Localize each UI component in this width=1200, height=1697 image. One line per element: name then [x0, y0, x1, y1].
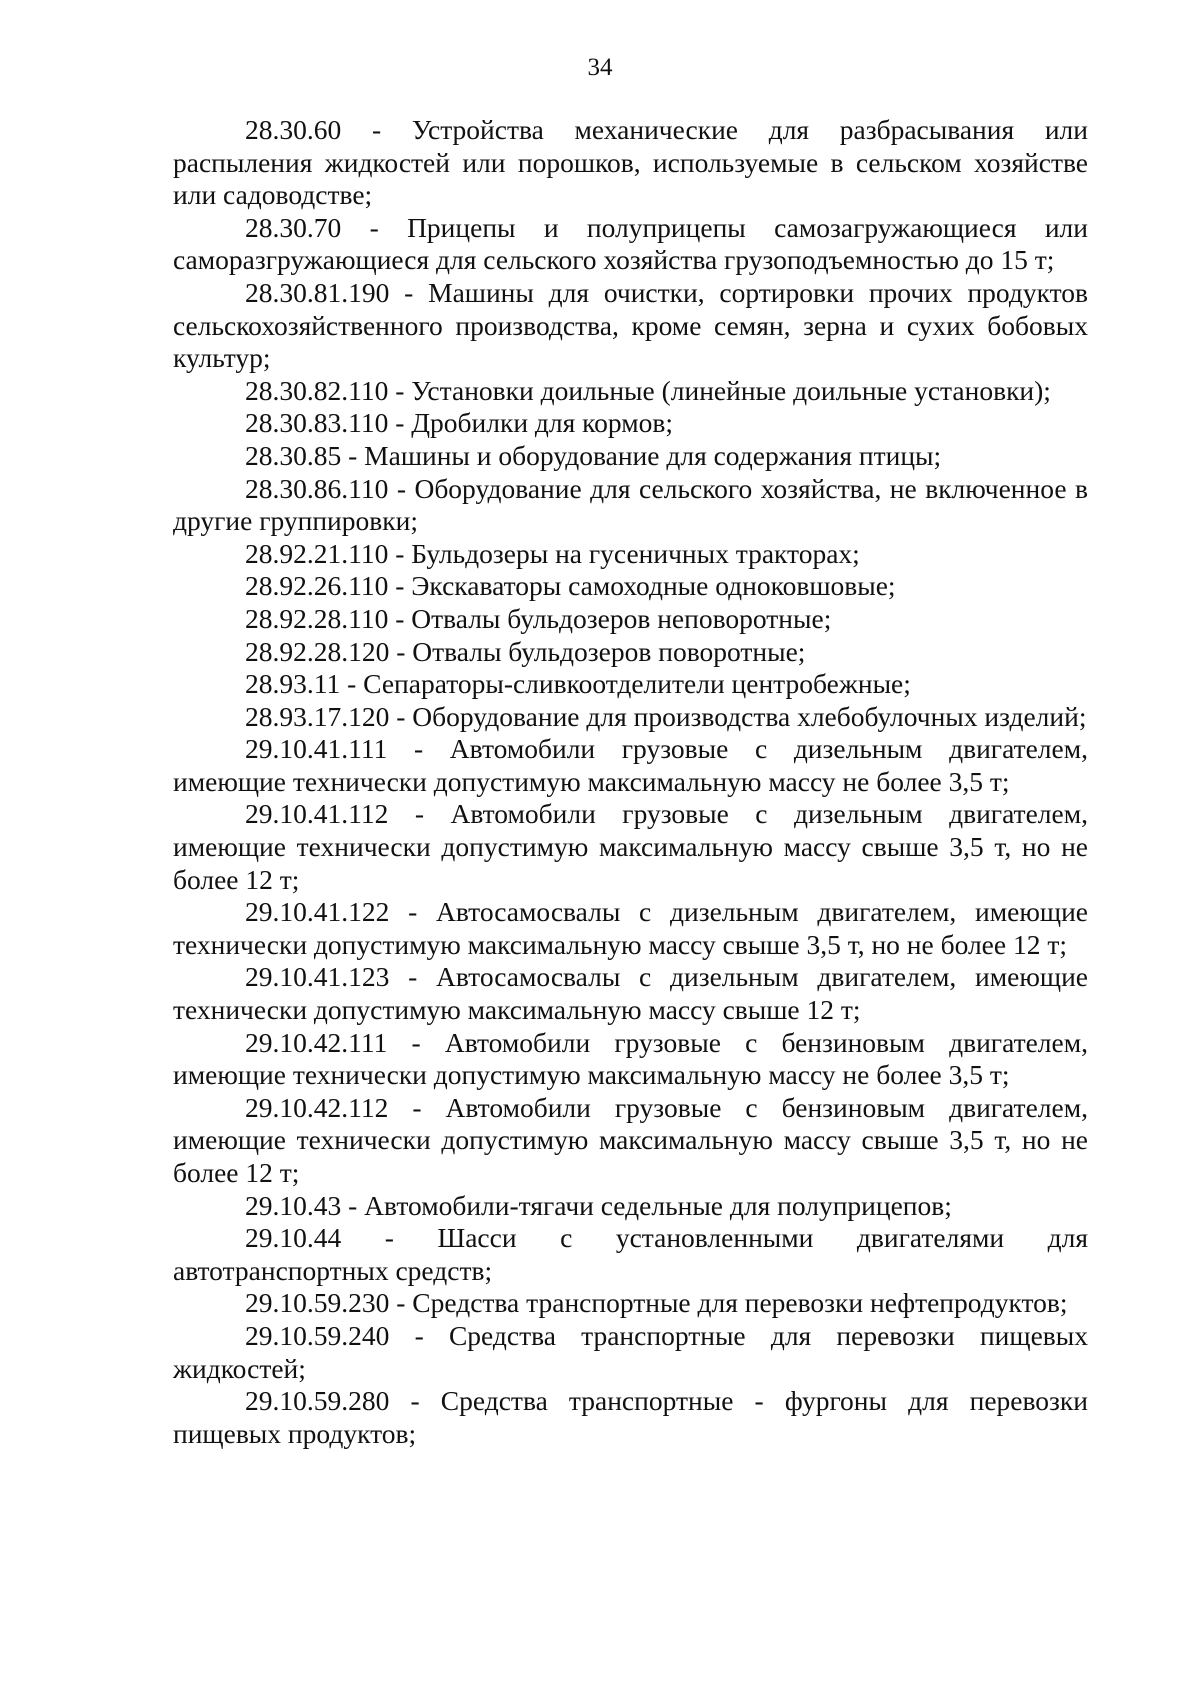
list-item: 28.93.17.120 - Оборудование для производства хлебобулочных изделий;: [245, 700, 1087, 732]
list-item: 28.92.21.110 - Бульдозеры на гусеничных тракторах;: [245, 537, 860, 569]
list-item: 29.10.41.122 - Автосамосвалы с дизельным двигателем, имеющие технически допустимую максимальную массу свыше 3,5 т, но не более 12 т;: [173, 896, 1088, 960]
list-item: 29.10.43 - Автомобили-тягачи седельные для полуприцепов;: [245, 1189, 952, 1221]
list-item: 28.30.83.110 - Дробилки для кормов;: [245, 407, 673, 439]
list-item: 29.10.41.123 - Автосамосвалы с дизельным двигателем, имеющие технически допустимую максимальную массу свыше 12 т;: [173, 961, 1088, 1026]
document-body: [173, 114, 1088, 1450]
list-item: 29.10.59.280 - Средства транспортные - фургоны для перевозки пищевых продуктов;: [173, 1385, 1088, 1449]
list-item: 29.10.42.112 - Автомобили грузовые с бензиновым двигателем, имеющие технически допустимую максимальную массу свыше 3,5 т, но не более 12 т;: [173, 1091, 1088, 1188]
list-item: 28.92.28.120 - Отвалы бульдозеров поворотные;: [245, 635, 806, 667]
list-item: 28.30.70 - Прицепы и полуприцепы самозагружающиеся или саморазгружающиеся для сельского хозяйства грузоподъемностью до 15 т;: [173, 211, 1088, 276]
list-item: 29.10.41.112 - Автомобили грузовые с дизельным двигателем, имеющие технически допустимую максимальную массу свыше 3,5 т, но не более 12 т;: [173, 798, 1088, 895]
list-item: 29.10.41.111 - Автомобили грузовые с дизельным двигателем, имеющие технически допустимую максимальную массу не более 3,5 т;: [173, 733, 1088, 797]
list-item: 29.10.59.230 - Средства транспортные для перевозки нефтепродуктов;: [245, 1287, 1068, 1319]
list-item: 28.92.28.110 - Отвалы бульдозеров неповоротные;: [245, 602, 832, 634]
list-item: 28.92.26.110 - Экскаваторы самоходные одноковшовые;: [245, 570, 896, 602]
list-item: 28.30.81.190 - Машины для очистки, сортировки прочих продуктов сельскохозяйственного производства, кроме семян, зерна и сухих бобовых культур;: [173, 276, 1088, 374]
list-item: 28.93.11 - Сепараторы-сливкоотделители центробежные;: [245, 668, 911, 700]
list-item: 28.30.82.110 - Установки доильные (линейные доильные установки);: [245, 374, 1051, 406]
list-item: 28.30.85 - Машины и оборудование для содержания птицы;: [245, 439, 942, 471]
list-item: 29.10.59.240 - Средства транспортные для перевозки пищевых жидкостей;: [173, 1319, 1088, 1384]
list-item: 28.30.60 - Устройства механические для разбрасывания или распыления жидкостей или порошков, используемые в сельском хозяйстве или садоводстве;: [173, 114, 1088, 211]
list-item: 29.10.42.111 - Автомобили грузовые с бензиновым двигателем, имеющие технически допустимую максимальную массу не более 3,5 т;: [173, 1026, 1088, 1091]
list-item: 29.10.44 - Шасси с установленными двигателями для автотранспортных средств;: [173, 1222, 1088, 1286]
page-number: 34: [587, 54, 613, 81]
list-item: 28.30.86.110 - Оборудование для сельского хозяйства, не включенное в другие группировки;: [173, 472, 1088, 537]
